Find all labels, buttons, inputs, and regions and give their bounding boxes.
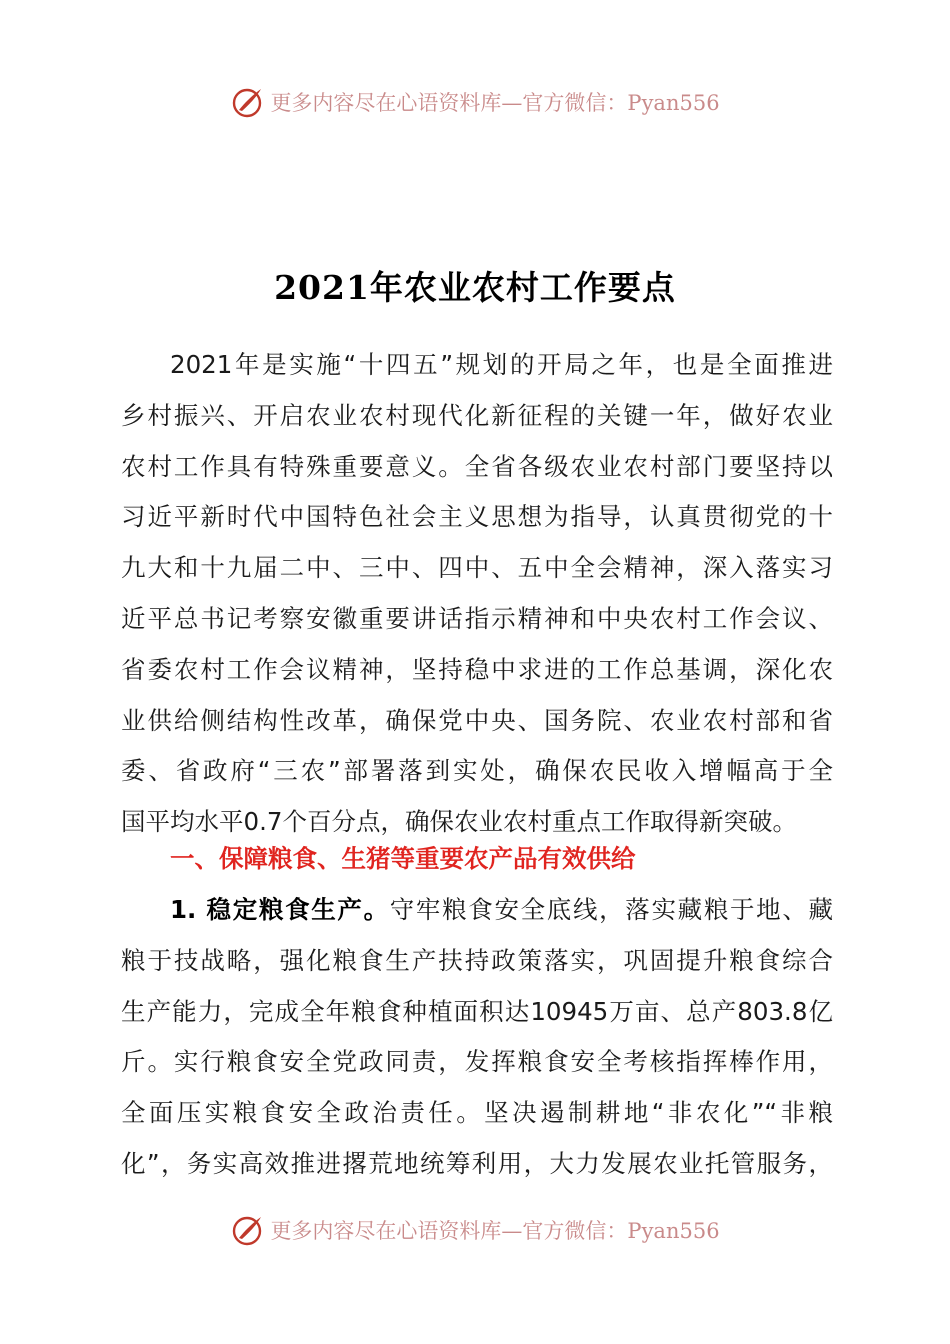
watermark-text: 更多内容尽在心语资料库—官方微信：Pyan556 — [270, 91, 720, 115]
watermark-header — [0, 82, 950, 122]
text-line: 生产能力，完成全年粮食种植面积达10945万亩、总产803.8亿 — [121, 996, 833, 1026]
text-line — [121, 885, 833, 936]
text-line: 近平总书记考察安徽重要讲话指示精神和中央农村工作会议、 — [121, 603, 833, 633]
text-line: 九大和十九届二中、三中、四中、五中全会精神，深入落实习 — [121, 553, 833, 583]
watermark-footer — [0, 1210, 950, 1250]
text-line: 乡村振兴、开启农业农村现代化新征程的关键一年，做好农业 — [121, 400, 833, 430]
text-line: 全面压实粮食安全政治责任。坚决遏制耕地“非农化”“非粮 — [121, 1098, 833, 1128]
item-lead: 1. 稳定粮食生产。 — [170, 895, 390, 924]
text-line: 委、省政府“三农”部署落到实处，确保农民收入增幅高于全 — [121, 756, 833, 786]
text-line: 2021年是实施“十四五”规划的开局之年，也是全面推进 — [170, 350, 833, 379]
text-line: 习近平新时代中国特色社会主义思想为指导，认真贯彻党的十 — [121, 502, 833, 532]
text-line: 化”，务实高效推进撂荒地统筹利用，大力发展农业托管服务， — [121, 1148, 833, 1178]
text-line: 国平均水平0.7个百分点，确保农业农村重点工作取得新突破。 — [121, 807, 797, 837]
text-line: 农村工作具有特殊重要意义。全省各级农业农村部门要坚持以 — [121, 451, 833, 481]
quill-logo-icon — [230, 84, 266, 120]
text-line: 省委农村工作会议精神，坚持稳中求进的工作总基调，深化农 — [121, 654, 833, 684]
intro-paragraph — [121, 340, 833, 848]
section-heading: 一、保障粮食、生猪等重要农产品有效供给 — [170, 844, 636, 873]
quill-logo-icon — [230, 1212, 266, 1248]
document-title: 2021年农业农村工作要点 — [274, 268, 676, 307]
text-line: 粮于技战略，强化粮食生产扶持政策落实，巩固提升粮食综合 — [121, 945, 833, 975]
text-line: 业供给侧结构性改革，确保党中央、国务院、农业农村部和省 — [121, 705, 833, 735]
watermark-text: 更多内容尽在心语资料库—官方微信：Pyan556 — [270, 1219, 720, 1243]
item-1-paragraph — [121, 885, 833, 1190]
item-text: 守牢粮食安全底线，落实藏粮于地、藏 — [389, 895, 833, 924]
text-line: 斤。实行粮食安全党政同责，发挥粮食安全考核指挥棒作用， — [121, 1047, 833, 1077]
